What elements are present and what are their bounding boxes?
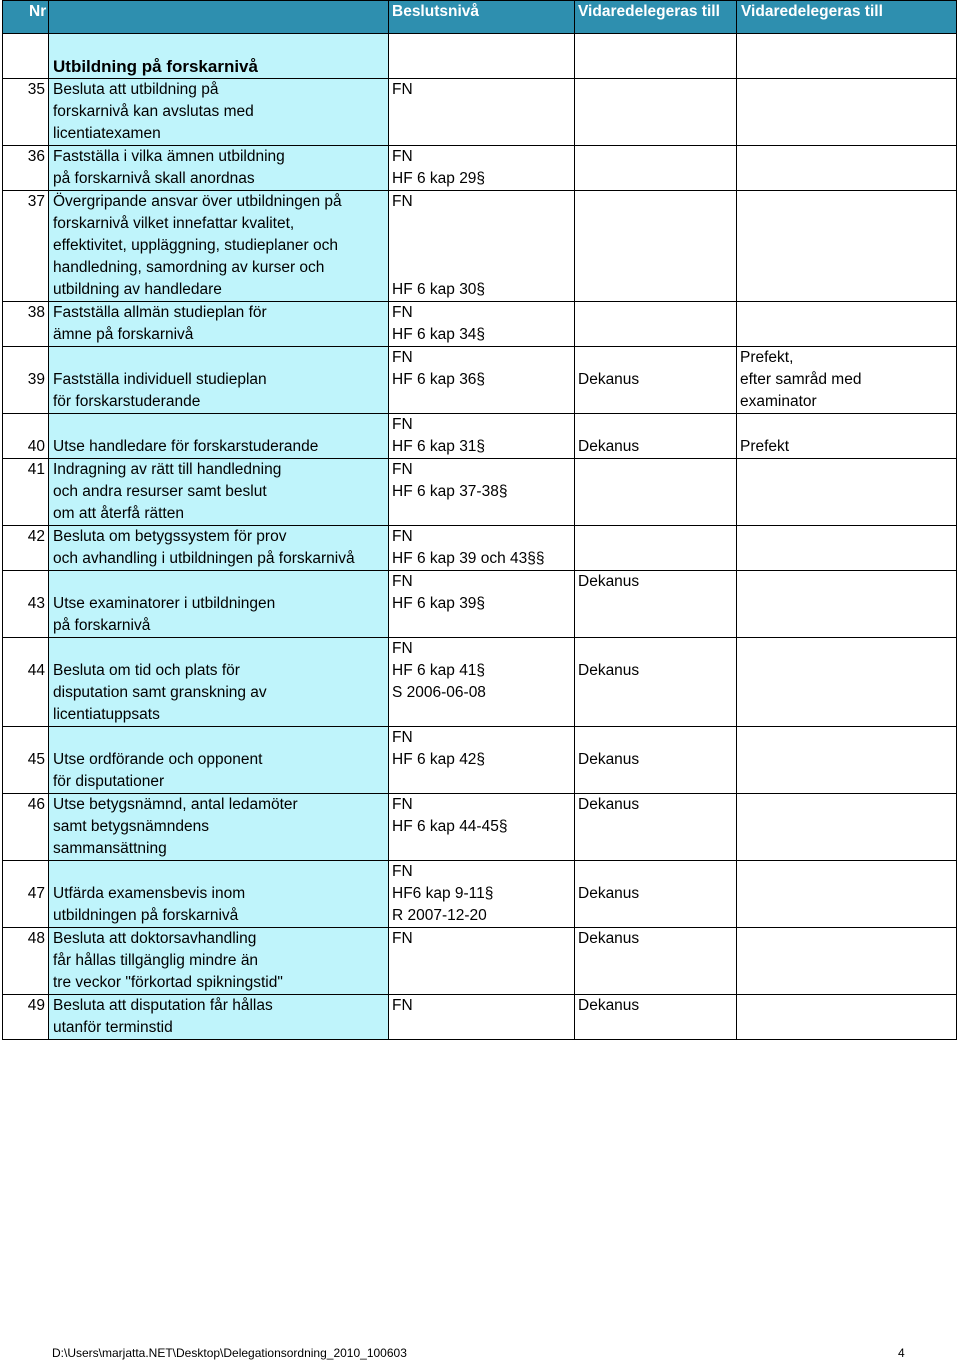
delegated-to-2-line: examinator xyxy=(740,393,817,410)
delegated-to-1-line xyxy=(578,861,736,883)
row-number xyxy=(3,347,49,414)
decision-level-line xyxy=(392,257,574,279)
delegated-to-1-line: Dekanus xyxy=(578,371,640,388)
decision-level-line: HF 6 kap 29§ xyxy=(392,170,486,187)
decision-level xyxy=(389,191,575,302)
decision-description-line xyxy=(53,727,388,749)
decision-description-line: Fastställa allmän studieplan för xyxy=(53,304,267,321)
delegated-to-2 xyxy=(737,459,957,526)
delegated-to-1 xyxy=(575,302,737,347)
header-desc xyxy=(49,1,389,34)
decision-level xyxy=(389,302,575,347)
decision-description-line: utbildning av handledare xyxy=(53,281,222,298)
decision-level xyxy=(389,638,575,727)
delegated-to-1 xyxy=(575,459,737,526)
decision-description-line: ämne på forskarnivå xyxy=(53,326,194,343)
decision-description-line: på forskarnivå skall anordnas xyxy=(53,170,255,187)
row-number-value: 41 xyxy=(27,461,45,478)
decision-description xyxy=(49,191,389,302)
decision-description-line xyxy=(53,347,388,369)
row-number xyxy=(3,414,49,459)
page-number: 4 xyxy=(898,1346,905,1360)
row-number xyxy=(3,727,49,794)
decision-description xyxy=(49,861,389,928)
delegated-to-1-line xyxy=(578,727,736,749)
decision-level xyxy=(389,794,575,861)
decision-level-line: FN xyxy=(392,573,413,590)
row-number xyxy=(3,79,49,146)
table-row xyxy=(3,794,957,861)
delegated-to-2-line: efter samråd med xyxy=(740,371,862,388)
section-level-cell xyxy=(389,34,575,79)
decision-description xyxy=(49,928,389,995)
delegated-to-1 xyxy=(575,191,737,302)
header-vidaredelegeras-1: Vidaredelegeras till xyxy=(575,1,737,34)
row-number-value: 47 xyxy=(27,885,45,902)
delegated-to-2 xyxy=(737,794,957,861)
decision-description-line: för forskarstuderande xyxy=(53,393,201,410)
decision-description-line: effektivitet, uppläggning, studieplaner och xyxy=(53,237,338,254)
decision-description xyxy=(49,727,389,794)
row-number-value: 35 xyxy=(27,81,45,98)
delegated-to-2 xyxy=(737,414,957,459)
decision-description-line: handledning, samordning av kurser och xyxy=(53,259,325,276)
decision-description xyxy=(49,794,389,861)
decision-level-line: FN xyxy=(392,930,413,947)
decision-level-line: FN xyxy=(392,528,413,545)
delegated-to-1 xyxy=(575,638,737,727)
table-row xyxy=(3,79,957,146)
decision-description xyxy=(49,571,389,638)
decision-level xyxy=(389,727,575,794)
table-row xyxy=(3,571,957,638)
decision-level-line: FN xyxy=(392,81,413,98)
decision-level-line: HF 6 kap 39§ xyxy=(392,595,486,612)
decision-level-line: FN xyxy=(392,863,413,880)
decision-level-line: FN xyxy=(392,416,413,433)
delegated-to-2 xyxy=(737,79,957,146)
decision-description-line: Utse handledare för forskarstuderande xyxy=(53,438,319,455)
delegated-to-2-line: Prefekt, xyxy=(740,349,794,366)
delegated-to-1 xyxy=(575,861,737,928)
header-vidaredelegeras-2: Vidaredelegeras till xyxy=(737,1,957,34)
delegated-to-2 xyxy=(737,928,957,995)
decision-description-line: Indragning av rätt till handledning xyxy=(53,461,282,478)
delegated-to-2 xyxy=(737,571,957,638)
decision-description-line: Besluta att disputation får hållas xyxy=(53,997,273,1014)
table-row xyxy=(3,995,957,1040)
decision-description-line xyxy=(53,571,388,593)
table-row xyxy=(3,347,957,414)
decision-level xyxy=(389,526,575,571)
decision-level-line: FN xyxy=(392,461,413,478)
decision-description-line: samt betygsnämndens xyxy=(53,818,209,835)
delegated-to-1-line xyxy=(578,638,736,660)
row-number xyxy=(3,861,49,928)
section-nr-cell xyxy=(3,34,49,79)
decision-level-line: HF 6 kap 42§ xyxy=(392,751,486,768)
decision-level-line: FN xyxy=(392,349,413,366)
decision-description-line: tre veckor "förkortad spikningstid" xyxy=(53,974,283,991)
decision-level-line: HF 6 kap 41§ xyxy=(392,662,486,679)
delegated-to-1 xyxy=(575,79,737,146)
decision-level xyxy=(389,995,575,1040)
row-number-value: 43 xyxy=(27,595,45,612)
table-row xyxy=(3,459,957,526)
row-number-value: 48 xyxy=(27,930,45,947)
delegated-to-1-line: Dekanus xyxy=(578,573,640,590)
decision-description-line: Utfärda examensbevis inom xyxy=(53,885,246,902)
decision-level-line: FN xyxy=(392,148,413,165)
decision-level-line xyxy=(392,235,574,257)
decision-description-line: sammansättning xyxy=(53,840,167,857)
row-number-value: 44 xyxy=(27,662,45,679)
decision-description-line: och andra resurser samt beslut xyxy=(53,483,267,500)
decision-description-line: och avhandling i utbildningen på forskarnivå xyxy=(53,550,355,567)
decision-description xyxy=(49,79,389,146)
delegated-to-1-line: Dekanus xyxy=(578,438,640,455)
delegated-to-2 xyxy=(737,861,957,928)
decision-description-line xyxy=(53,638,388,660)
decision-level-line: HF6 kap 9-11§ xyxy=(392,885,494,902)
decision-level-line: FN xyxy=(392,997,413,1014)
row-number xyxy=(3,302,49,347)
decision-description-line: disputation samt granskning av xyxy=(53,684,267,701)
decision-description-line: på forskarnivå xyxy=(53,617,151,634)
row-number xyxy=(3,459,49,526)
decision-level-line: HF 6 kap 39 och 43§§ xyxy=(392,550,545,567)
decision-level xyxy=(389,928,575,995)
section-del2-cell xyxy=(737,34,957,79)
decision-level-line: FN xyxy=(392,729,413,746)
row-number xyxy=(3,928,49,995)
decision-description-line: utanför terminstid xyxy=(53,1019,173,1036)
decision-description-line: för disputationer xyxy=(53,773,165,790)
decision-level-line: HF 6 kap 36§ xyxy=(392,371,486,388)
decision-level xyxy=(389,146,575,191)
decision-level-line: FN xyxy=(392,640,413,657)
delegated-to-1 xyxy=(575,146,737,191)
decision-description-line: Utse betygsnämnd, antal ledamöter xyxy=(53,796,298,813)
decision-level-line: S 2006-06-08 xyxy=(392,684,486,701)
decision-level-line: HF 6 kap 31§ xyxy=(392,438,486,455)
row-number-value: 40 xyxy=(27,438,45,455)
row-number xyxy=(3,191,49,302)
decision-description-line: forskarnivå kan avslutas med xyxy=(53,103,254,120)
delegated-to-1-line xyxy=(578,347,736,369)
delegated-to-1-line: Dekanus xyxy=(578,885,640,902)
header-row xyxy=(3,1,957,34)
row-number-value: 42 xyxy=(27,528,45,545)
decision-level xyxy=(389,861,575,928)
section-row xyxy=(3,34,957,79)
decision-level-line: HF 6 kap 34§ xyxy=(392,326,486,343)
decision-description-line xyxy=(53,861,388,883)
delegated-to-2 xyxy=(737,526,957,571)
row-number xyxy=(3,571,49,638)
decision-description xyxy=(49,638,389,727)
delegated-to-2-line: Prefekt xyxy=(740,438,790,455)
table-row xyxy=(3,302,957,347)
decision-level-line: HF 6 kap 37-38§ xyxy=(392,483,508,500)
header-beslutsniva: Beslutsnivå xyxy=(389,1,575,34)
decision-description-line xyxy=(53,414,388,436)
decision-level-line: R 2007-12-20 xyxy=(392,907,487,924)
decision-description-line: Utse ordförande och opponent xyxy=(53,751,263,768)
delegated-to-1 xyxy=(575,526,737,571)
delegated-to-1 xyxy=(575,727,737,794)
decision-level xyxy=(389,571,575,638)
decision-description xyxy=(49,347,389,414)
decision-description-line: om att återfå rätten xyxy=(53,505,184,522)
row-number-value: 39 xyxy=(27,371,45,388)
header-nr: Nr xyxy=(3,1,49,34)
table-row xyxy=(3,928,957,995)
delegated-to-1-line: Dekanus xyxy=(578,751,640,768)
decision-level-line: HF 6 kap 30§ xyxy=(392,281,486,298)
decision-description-line: utbildningen på forskarnivå xyxy=(53,907,239,924)
decision-description-line: Fastställa individuell studieplan xyxy=(53,371,267,388)
row-number-value: 45 xyxy=(27,751,45,768)
decision-description-line: Fastställa i vilka ämnen utbildning xyxy=(53,148,285,165)
decision-level-line: FN xyxy=(392,796,413,813)
section-title: Utbildning på forskarnivå xyxy=(49,34,389,79)
decision-description xyxy=(49,302,389,347)
decision-description-line: licentiatuppsats xyxy=(53,706,160,723)
table-row xyxy=(3,146,957,191)
delegated-to-2 xyxy=(737,302,957,347)
delegated-to-2-line xyxy=(740,414,956,436)
row-number-value: 46 xyxy=(27,796,45,813)
row-number-value: 36 xyxy=(27,148,45,165)
delegated-to-2 xyxy=(737,146,957,191)
row-number xyxy=(3,638,49,727)
delegated-to-1-line: Dekanus xyxy=(578,997,640,1014)
delegated-to-1-line: Dekanus xyxy=(578,796,640,813)
row-number-value: 37 xyxy=(27,193,45,210)
decision-level-line: HF 6 kap 44-45§ xyxy=(392,818,508,835)
delegated-to-1 xyxy=(575,571,737,638)
decision-description-line: Övergripande ansvar över utbildningen på xyxy=(53,193,342,210)
decision-description-line: får hållas tillgänglig mindre än xyxy=(53,952,259,969)
table-row xyxy=(3,526,957,571)
delegated-to-1 xyxy=(575,414,737,459)
delegated-to-1-line: Dekanus xyxy=(578,930,640,947)
section-del1-cell xyxy=(575,34,737,79)
table-row xyxy=(3,191,957,302)
delegated-to-2 xyxy=(737,638,957,727)
decision-description-line: Besluta att doktorsavhandling xyxy=(53,930,257,947)
row-number xyxy=(3,794,49,861)
decision-description-line: licentiatexamen xyxy=(53,125,161,142)
decision-level xyxy=(389,347,575,414)
decision-description xyxy=(49,414,389,459)
delegation-table xyxy=(2,0,957,1040)
delegated-to-1 xyxy=(575,995,737,1040)
decision-level xyxy=(389,79,575,146)
decision-description-line: forskarnivå vilket innefattar kvalitet, xyxy=(53,215,295,232)
delegated-to-1 xyxy=(575,347,737,414)
delegated-to-1 xyxy=(575,928,737,995)
delegated-to-1-line: Dekanus xyxy=(578,662,640,679)
decision-level-line: FN xyxy=(392,304,413,321)
table-row xyxy=(3,861,957,928)
footer-file-path: D:\Users\marjatta.NET\Desktop\Delegationsordning_2010_100603 xyxy=(52,1346,407,1360)
row-number-value: 49 xyxy=(27,997,45,1014)
decision-description-line: Besluta att utbildning på xyxy=(53,81,219,98)
decision-level-line xyxy=(392,213,574,235)
row-number xyxy=(3,146,49,191)
delegated-to-1-line xyxy=(578,414,736,436)
delegated-to-1 xyxy=(575,794,737,861)
table-row xyxy=(3,727,957,794)
decision-description xyxy=(49,459,389,526)
table-row xyxy=(3,414,957,459)
row-number xyxy=(3,995,49,1040)
delegated-to-2 xyxy=(737,727,957,794)
row-number xyxy=(3,526,49,571)
decision-level-line: FN xyxy=(392,193,413,210)
table-row xyxy=(3,638,957,727)
decision-description-line: Besluta om tid och plats för xyxy=(53,662,240,679)
decision-level xyxy=(389,459,575,526)
decision-level xyxy=(389,414,575,459)
delegated-to-2 xyxy=(737,995,957,1040)
decision-description-line: Besluta om betygssystem för prov xyxy=(53,528,287,545)
delegated-to-2 xyxy=(737,347,957,414)
decision-description xyxy=(49,526,389,571)
delegated-to-2 xyxy=(737,191,957,302)
decision-description xyxy=(49,146,389,191)
row-number-value: 38 xyxy=(27,304,45,321)
decision-description-line: Utse examinatorer i utbildningen xyxy=(53,595,276,612)
decision-description xyxy=(49,995,389,1040)
